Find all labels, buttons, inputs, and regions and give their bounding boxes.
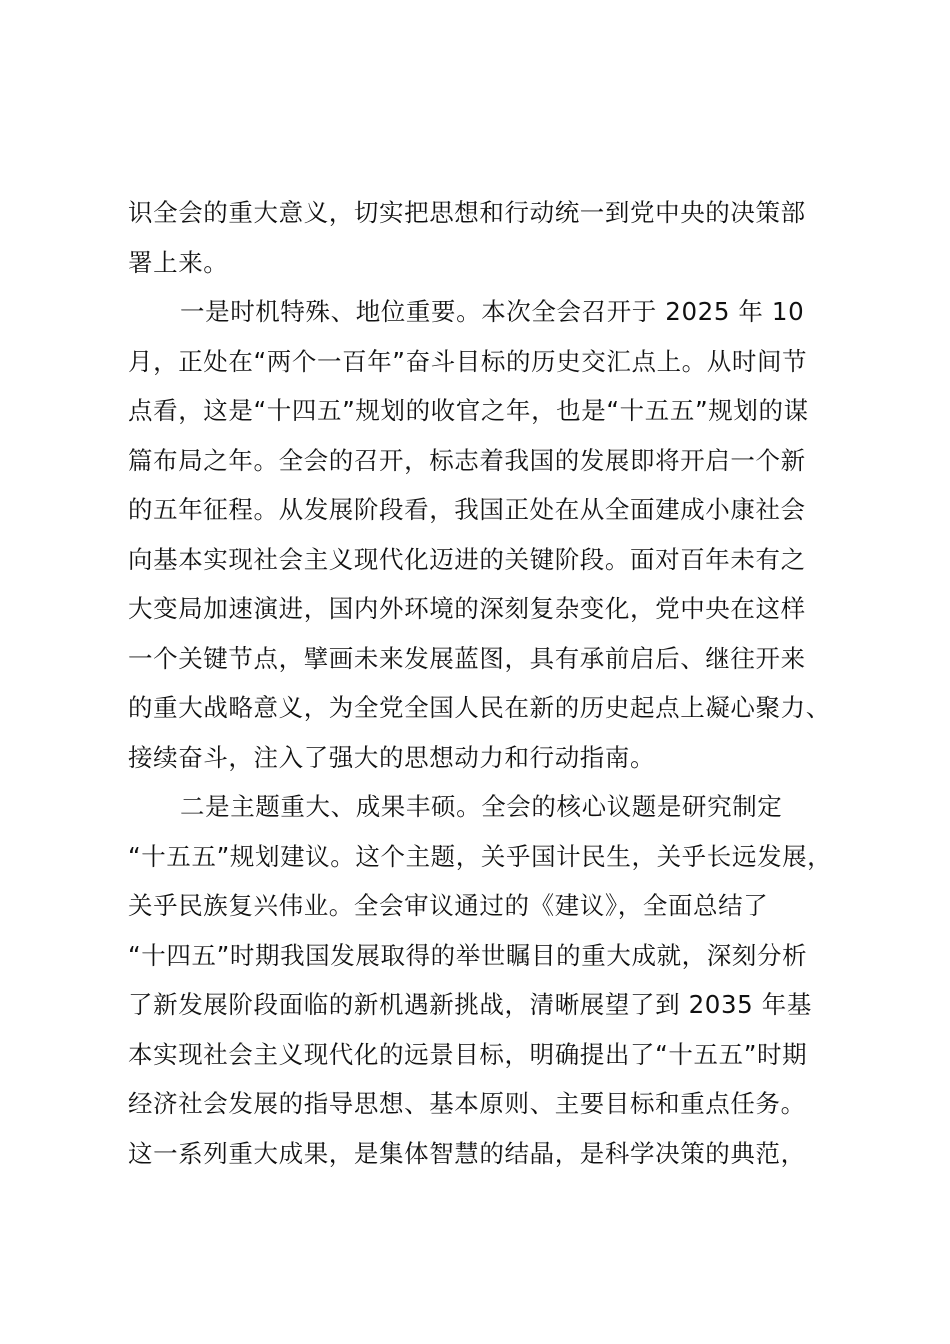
text-line: 了新发展阶段面临的新机遇新挑战，清晰展望了到 2035 年基 — [128, 990, 812, 1019]
text-line: 本实现社会主义现代化的远景目标，明确提出了“十五五”时期 — [128, 1039, 808, 1069]
text-line: 篇布局之年。全会的召开，标志着我国的发展即将开启一个新 — [128, 445, 806, 475]
text-line: 向基本实现社会主义现代化迈进的关键阶段。面对百年未有之 — [128, 544, 806, 574]
text-line: 这一系列重大成果，是集体智慧的结晶，是科学决策的典范， — [128, 1138, 806, 1168]
text-line: 识全会的重大意义，切实把思想和行动统一到党中央的决策部 — [128, 198, 806, 227]
text-line: 点看，这是“十四五”规划的收官之年，也是“十五五”规划的谋 — [128, 396, 809, 425]
text-line: 经济社会发展的指导思想、基本原则、主要目标和重点任务。 — [128, 1089, 806, 1118]
text-line: 大变局加速演进，国内外环境的深刻复杂变化，党中央在这样 — [128, 594, 806, 623]
text-line: 月，正处在“两个一百年”奋斗目标的历史交汇点上。从时间节 — [128, 346, 808, 376]
paragraph-first-line: 二是主题重大、成果丰硕。全会的核心议题是研究制定 — [180, 792, 783, 821]
text-line: 接续奋斗，注入了强大的思想动力和行动指南。 — [128, 742, 656, 772]
text-line: “十四五”时期我国发展取得的举世瞩目的重大成就，深刻分析 — [128, 940, 808, 970]
paragraph-first-line: 一是时机特殊、地位重要。本次全会召开于 2025 年 10 — [180, 297, 805, 326]
text-line: 关乎民族复兴伟业。全会审议通过的《建议》，全面总结了 — [128, 891, 769, 920]
text-line: 的五年征程。从发展阶段看，我国正处在从全面建成小康社会 — [128, 495, 806, 524]
body-text — [128, 188, 833, 1178]
text-line: 署上来。 — [128, 247, 229, 277]
text-line: “十五五”规划建议。这个主题，关乎国计民生，关乎长远发展， — [128, 841, 833, 871]
text-line: 的重大战略意义，为全党全国人民在新的历史起点上凝心聚力、 — [128, 693, 831, 722]
text-line: 一个关键节点，擘画未来发展蓝图，具有承前启后、继往开来 — [128, 643, 806, 673]
